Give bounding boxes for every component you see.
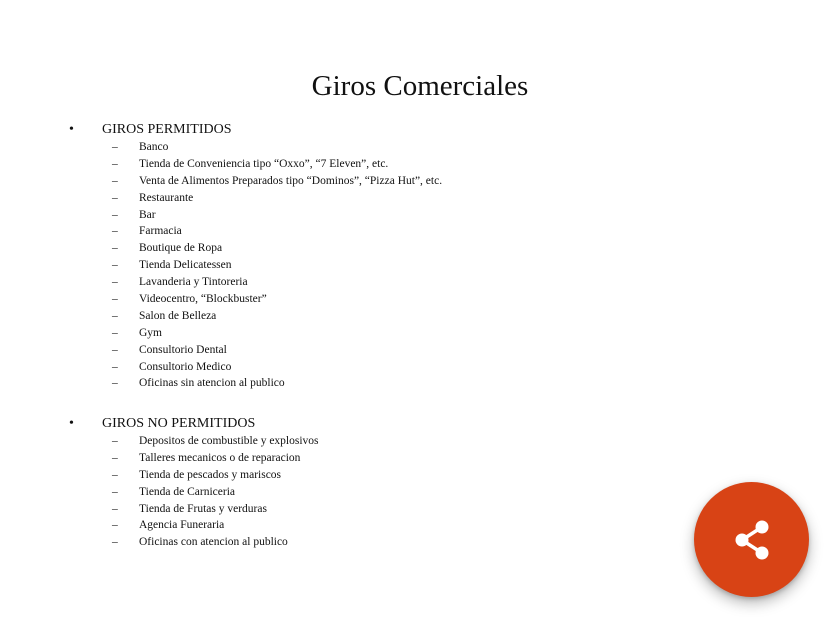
- list-item: [0, 308, 700, 325]
- list-item-text: Farmacia: [139, 225, 182, 238]
- list-item-text: Banco: [139, 141, 169, 153]
- dash-icon: –: [112, 293, 118, 306]
- list-item: [0, 190, 700, 207]
- list-item: [0, 274, 700, 291]
- bullet-icon: •: [69, 416, 74, 431]
- dash-icon: –: [112, 343, 118, 356]
- share-icon: [732, 519, 772, 561]
- dash-icon: –: [112, 468, 118, 481]
- dash-icon: –: [112, 174, 118, 187]
- list-item-text: Consultorio Medico: [139, 360, 232, 373]
- dash-icon: –: [112, 191, 118, 204]
- dash-icon: –: [112, 259, 118, 272]
- list-item: [0, 257, 700, 274]
- share-button[interactable]: [694, 482, 809, 597]
- list-item-text: Gym: [139, 326, 162, 339]
- list-item: [0, 484, 700, 501]
- list-item: [0, 534, 700, 551]
- list-item-text: Oficinas sin atencion al publico: [139, 377, 285, 390]
- section-label: GIROS NO PERMITIDOS: [102, 416, 256, 431]
- list-item-text: Talleres mecanicos o de reparacion: [139, 451, 301, 464]
- dash-icon: –: [112, 225, 118, 238]
- dash-icon: –: [112, 377, 118, 390]
- list-item: [0, 207, 700, 224]
- list-item-text: Videocentro, “Blockbuster”: [139, 293, 267, 306]
- list-item-text: Tienda de Carniceria: [139, 485, 236, 498]
- document-title: Giros Comerciales: [311, 70, 529, 102]
- dash-icon: –: [112, 536, 118, 549]
- dash-icon: –: [112, 519, 118, 532]
- list-item: [0, 450, 700, 467]
- list-item-text: Lavanderia y Tintoreria: [139, 276, 248, 289]
- dash-icon: –: [112, 157, 118, 170]
- list-item-text: Tienda de Conveniencia tipo “Oxxo”, “7 Eleven”, etc.: [139, 157, 389, 170]
- list-item-text: Restaurante: [139, 191, 194, 204]
- section-heading: [0, 120, 700, 139]
- list-item: [0, 173, 700, 190]
- section-label: GIROS PERMITIDOS: [102, 122, 232, 137]
- section-heading: [0, 414, 700, 433]
- list-item-text: Agencia Funeraria: [139, 519, 225, 532]
- bullet-icon: •: [69, 122, 74, 137]
- list-item-text: Tienda de Frutas y verduras: [139, 502, 267, 515]
- list-item: [0, 359, 700, 376]
- list-item-text: Tienda de pescados y mariscos: [139, 468, 282, 481]
- list-item-text: Consultorio Dental: [139, 343, 227, 356]
- list-item: [0, 223, 700, 240]
- dash-icon: –: [112, 208, 118, 221]
- list-item: [0, 240, 700, 257]
- list-item: [0, 291, 700, 308]
- dash-icon: –: [112, 485, 118, 498]
- section-giros-permitidos: [0, 120, 700, 392]
- list-item: [0, 156, 700, 173]
- list-item: [0, 501, 700, 518]
- list-item-text: Boutique de Ropa: [139, 242, 223, 255]
- list-item-text: Venta de Alimentos Preparados tipo “Dominos”, “Pizza Hut”, etc.: [139, 174, 443, 187]
- dash-icon: –: [112, 141, 118, 153]
- list-item-text: Tienda Delicatessen: [139, 259, 232, 272]
- list-item-text: Salon de Belleza: [139, 309, 217, 322]
- section-giros-no-permitidos: [0, 414, 700, 551]
- dash-icon: –: [112, 360, 118, 373]
- list-item: [0, 433, 700, 450]
- list-item: [0, 517, 700, 534]
- dash-icon: –: [112, 451, 118, 464]
- list-item: [0, 467, 700, 484]
- dash-icon: –: [112, 326, 118, 339]
- dash-icon: –: [112, 309, 118, 322]
- dash-icon: –: [112, 276, 118, 289]
- list-item: [0, 325, 700, 342]
- list-item-text: Depositos de combustible y explosivos: [139, 435, 319, 447]
- list-item-text: Bar: [139, 208, 156, 221]
- list-item: [0, 375, 700, 392]
- list-item: [0, 342, 700, 359]
- list-item: [0, 139, 700, 156]
- dash-icon: –: [112, 435, 118, 447]
- list-item-text: Oficinas con atencion al publico: [139, 536, 288, 549]
- dash-icon: –: [112, 502, 118, 515]
- dash-icon: –: [112, 242, 118, 255]
